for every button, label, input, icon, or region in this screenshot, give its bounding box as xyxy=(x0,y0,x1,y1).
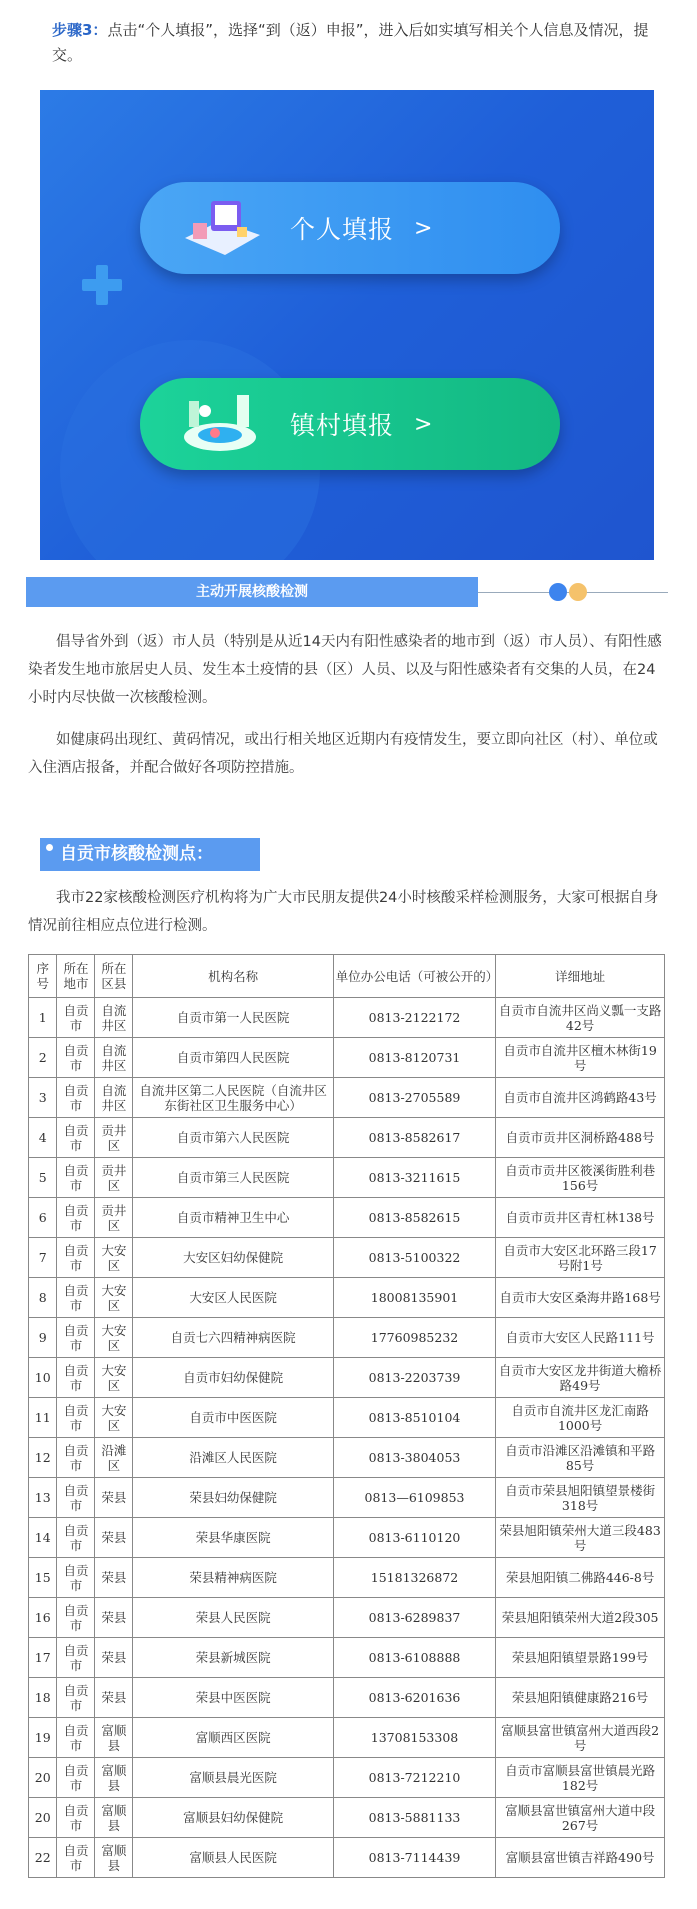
cell-address: 荣县旭阳镇望景路199号 xyxy=(496,1638,665,1678)
cell-index: 17 xyxy=(29,1638,57,1678)
personal-report-button[interactable] xyxy=(140,182,560,274)
cell-district: 荣县 xyxy=(95,1598,133,1638)
village-report-button[interactable] xyxy=(140,378,560,470)
cell-institution: 荣县人民医院 xyxy=(133,1598,333,1638)
cell-address: 富顺县富世镇富州大道西段2号 xyxy=(496,1718,665,1758)
cell-address: 自贡市贡井区青杠林138号 xyxy=(496,1198,665,1238)
cell-district: 贡井区 xyxy=(95,1198,133,1238)
cell-phone: 0813-8510104 xyxy=(333,1398,495,1438)
cell-address: 自贡市贡井区洞桥路488号 xyxy=(496,1118,665,1158)
section-heading-testing: 主动开展核酸检测 xyxy=(26,577,478,607)
cell-institution: 大安区妇幼保健院 xyxy=(133,1238,333,1278)
cell-address: 自贡市自流井区龙汇南路1000号 xyxy=(496,1398,665,1438)
app-banner-image xyxy=(40,90,654,560)
cell-city: 自贡市 xyxy=(57,1838,95,1878)
cell-district: 大安区 xyxy=(95,1398,133,1438)
cell-phone: 0813-8582615 xyxy=(333,1198,495,1238)
decor-dot-yellow xyxy=(569,583,587,601)
town-icon xyxy=(175,389,265,459)
cell-institution: 自贡市第四人民医院 xyxy=(133,1038,333,1078)
cell-city: 自贡市 xyxy=(57,1798,95,1838)
cell-city: 自贡市 xyxy=(57,1638,95,1678)
table-row xyxy=(29,1438,665,1478)
cell-index: 6 xyxy=(29,1198,57,1238)
cell-address: 自贡市沿滩区沿滩镇和平路85号 xyxy=(496,1438,665,1478)
cell-institution: 自贡市第三人民医院 xyxy=(133,1158,333,1198)
cell-district: 大安区 xyxy=(95,1278,133,1318)
cell-index: 11 xyxy=(29,1398,57,1438)
header-phone: 单位办公电话（可被公开的） xyxy=(333,955,495,998)
cell-phone: 0813-6201636 xyxy=(333,1678,495,1718)
cell-index: 22 xyxy=(29,1838,57,1878)
table-row xyxy=(29,1278,665,1318)
cell-index: 4 xyxy=(29,1118,57,1158)
cell-institution: 自贡七六四精神病医院 xyxy=(133,1318,333,1358)
cell-phone: 0813-6289837 xyxy=(333,1598,495,1638)
table-row xyxy=(29,1678,665,1718)
table-row xyxy=(29,1798,665,1838)
cell-city: 自贡市 xyxy=(57,1038,95,1078)
step-text: 点击“个人填报”，选择“到（返）申报”，进入后如实填写相关个人信息及情况，提交。 xyxy=(52,21,649,64)
cell-institution: 荣县中医医院 xyxy=(133,1678,333,1718)
cell-district: 大安区 xyxy=(95,1358,133,1398)
cell-phone: 0813-3804053 xyxy=(333,1438,495,1478)
cell-phone: 15181326872 xyxy=(333,1558,495,1598)
cell-city: 自贡市 xyxy=(57,1718,95,1758)
cell-district: 富顺县 xyxy=(95,1838,133,1878)
cell-district: 大安区 xyxy=(95,1318,133,1358)
cell-city: 自贡市 xyxy=(57,1198,95,1238)
table-row xyxy=(29,1758,665,1798)
cell-district: 富顺县 xyxy=(95,1718,133,1758)
cell-institution: 荣县妇幼保健院 xyxy=(133,1478,333,1518)
cell-institution: 荣县新城医院 xyxy=(133,1638,333,1678)
cell-district: 荣县 xyxy=(95,1478,133,1518)
cell-address: 荣县旭阳镇健康路216号 xyxy=(496,1678,665,1718)
cell-district: 荣县 xyxy=(95,1638,133,1678)
cell-phone: 18008135901 xyxy=(333,1278,495,1318)
cell-index: 7 xyxy=(29,1238,57,1278)
cell-institution: 富顺县晨光医院 xyxy=(133,1758,333,1798)
cell-address: 荣县旭阳镇二佛路446-8号 xyxy=(496,1558,665,1598)
cell-district: 荣县 xyxy=(95,1518,133,1558)
cell-district: 贡井区 xyxy=(95,1118,133,1158)
cell-district: 荣县 xyxy=(95,1558,133,1598)
cell-district: 富顺县 xyxy=(95,1798,133,1838)
cell-city: 自贡市 xyxy=(57,1158,95,1198)
table-row xyxy=(29,1518,665,1558)
cell-index: 20 xyxy=(29,1758,57,1798)
header-index: 序号 xyxy=(29,955,57,998)
cell-institution: 自贡市中医医院 xyxy=(133,1398,333,1438)
cell-index: 19 xyxy=(29,1718,57,1758)
cell-city: 自贡市 xyxy=(57,1238,95,1278)
cell-institution: 自流井区第二人民医院（自流井区东街社区卫生服务中心） xyxy=(133,1078,333,1118)
cell-institution: 自贡市妇幼保健院 xyxy=(133,1358,333,1398)
cell-address: 荣县旭阳镇荣州大道三段483号 xyxy=(496,1518,665,1558)
cell-city: 自贡市 xyxy=(57,1678,95,1718)
cell-phone: 13708153308 xyxy=(333,1718,495,1758)
decor-dot-blue xyxy=(549,583,567,601)
document-icon xyxy=(175,193,265,263)
cell-district: 贡井区 xyxy=(95,1158,133,1198)
cell-address: 富顺县富世镇吉祥路490号 xyxy=(496,1838,665,1878)
cell-address: 自贡市大安区龙井街道大檐桥路49号 xyxy=(496,1358,665,1398)
cell-city: 自贡市 xyxy=(57,1518,95,1558)
table-row xyxy=(29,1718,665,1758)
table-row xyxy=(29,1838,665,1878)
table-row xyxy=(29,1358,665,1398)
cell-district: 荣县 xyxy=(95,1678,133,1718)
cell-address: 富顺县富世镇富州大道中段267号 xyxy=(496,1798,665,1838)
cell-city: 自贡市 xyxy=(57,1478,95,1518)
table-row xyxy=(29,1038,665,1078)
cell-index: 13 xyxy=(29,1478,57,1518)
cell-city: 自贡市 xyxy=(57,1278,95,1318)
header-institution: 机构名称 xyxy=(133,955,333,998)
cell-index: 12 xyxy=(29,1438,57,1478)
cell-city: 自贡市 xyxy=(57,1558,95,1598)
header-district: 所在区县 xyxy=(95,955,133,998)
cell-index: 18 xyxy=(29,1678,57,1718)
cell-phone: 0813-5100322 xyxy=(333,1238,495,1278)
cell-phone: 0813-2122172 xyxy=(333,998,495,1038)
cell-district: 沿滩区 xyxy=(95,1438,133,1478)
paragraph-advice: 倡导省外到（返）市人员（特别是从近14天内有阳性感染者的地市到（返）市人员）、有阳性感染者发生地市旅居史人员、发生本土疫情的县（区）人员、以及与阳性感染者有交集的人员，在24小时内尽快做一次核酸检测。 xyxy=(28,634,662,706)
cell-city: 自贡市 xyxy=(57,1318,95,1358)
cell-institution: 自贡市第一人民医院 xyxy=(133,998,333,1038)
cell-institution: 自贡市第六人民医院 xyxy=(133,1118,333,1158)
cell-phone: 17760985232 xyxy=(333,1318,495,1358)
cell-address: 自贡市自流井区檀木林街19号 xyxy=(496,1038,665,1078)
table-row xyxy=(29,1318,665,1358)
cell-city: 自贡市 xyxy=(57,1078,95,1118)
cell-phone: 0813-8582617 xyxy=(333,1118,495,1158)
table-header-row xyxy=(29,955,665,998)
step-prefix: 步骤3： xyxy=(52,21,108,39)
cell-institution: 荣县华康医院 xyxy=(133,1518,333,1558)
personal-report-label: 个人填报 xyxy=(290,215,395,244)
table-row xyxy=(29,1558,665,1598)
paragraph-report: 如健康码出现红、黄码情况，或出行相关地区近期内有疫情发生，要立即向社区（村）、单位或入住酒店报备，并配合做好各项防控措施。 xyxy=(28,732,658,776)
cell-phone: 0813-2203739 xyxy=(333,1358,495,1398)
cell-address: 自贡市大安区人民路111号 xyxy=(496,1318,665,1358)
cell-district: 自流井区 xyxy=(95,1038,133,1078)
cell-district: 大安区 xyxy=(95,1238,133,1278)
cell-phone: 0813-6110120 xyxy=(333,1518,495,1558)
chevron-right-icon: > xyxy=(414,215,433,241)
cell-index: 1 xyxy=(29,998,57,1038)
table-row xyxy=(29,1598,665,1638)
cell-district: 自流井区 xyxy=(95,1078,133,1118)
cell-institution: 荣县精神病医院 xyxy=(133,1558,333,1598)
bullet-dot xyxy=(46,844,53,851)
cell-city: 自贡市 xyxy=(57,1398,95,1438)
cell-phone: 0813-8120731 xyxy=(333,1038,495,1078)
cell-index: 3 xyxy=(29,1078,57,1118)
section-heading-sites xyxy=(40,838,260,871)
cell-index: 10 xyxy=(29,1358,57,1398)
cell-city: 自贡市 xyxy=(57,1438,95,1478)
cell-phone: 0813-5881133 xyxy=(333,1798,495,1838)
cell-address: 自贡市自流井区尚义瓢一支路42号 xyxy=(496,998,665,1038)
table-row xyxy=(29,1478,665,1518)
cell-address: 自贡市大安区北环路三段17号附1号 xyxy=(496,1238,665,1278)
cell-index: 14 xyxy=(29,1518,57,1558)
paragraph-sites-intro: 我市22家核酸检测医疗机构将为广大市民朋友提供24小时核酸采样检测服务，大家可根据自身情况前往相应点位进行检测。 xyxy=(28,890,659,934)
step-instruction xyxy=(52,18,667,68)
table-row xyxy=(29,1238,665,1278)
cell-institution: 富顺县人民医院 xyxy=(133,1838,333,1878)
cell-index: 15 xyxy=(29,1558,57,1598)
cell-institution: 富顺县妇幼保健院 xyxy=(133,1798,333,1838)
cell-address: 自贡市富顺县富世镇晨光路182号 xyxy=(496,1758,665,1798)
table-row xyxy=(29,1398,665,1438)
section-heading-sites-text: 自贡市核酸检测点： xyxy=(60,844,213,864)
cell-phone: 0813-2705589 xyxy=(333,1078,495,1118)
cell-institution: 富顺西区医院 xyxy=(133,1718,333,1758)
cell-index: 8 xyxy=(29,1278,57,1318)
cell-district: 自流井区 xyxy=(95,998,133,1038)
header-address: 详细地址 xyxy=(496,955,665,998)
cell-index: 20 xyxy=(29,1798,57,1838)
cell-district: 富顺县 xyxy=(95,1758,133,1798)
cell-city: 自贡市 xyxy=(57,1758,95,1798)
plus-icon xyxy=(82,265,122,305)
header-city: 所在地市 xyxy=(57,955,95,998)
cell-address: 自贡市自流井区鸿鹤路43号 xyxy=(496,1078,665,1118)
cell-phone: 0813-7114439 xyxy=(333,1838,495,1878)
table-row xyxy=(29,1638,665,1678)
cell-phone: 0813-7212210 xyxy=(333,1758,495,1798)
table-row xyxy=(29,1198,665,1238)
cell-index: 9 xyxy=(29,1318,57,1358)
testing-sites-table xyxy=(28,954,665,1878)
table-row xyxy=(29,1078,665,1118)
cell-index: 5 xyxy=(29,1158,57,1198)
cell-phone: 0813-3211615 xyxy=(333,1158,495,1198)
chevron-right-icon: > xyxy=(414,411,433,437)
cell-institution: 自贡市精神卫生中心 xyxy=(133,1198,333,1238)
cell-city: 自贡市 xyxy=(57,1598,95,1638)
cell-institution: 大安区人民医院 xyxy=(133,1278,333,1318)
village-report-label: 镇村填报 xyxy=(290,411,395,440)
cell-address: 自贡市贡井区筱溪街胜利巷156号 xyxy=(496,1158,665,1198)
table-row xyxy=(29,1118,665,1158)
cell-institution: 沿滩区人民医院 xyxy=(133,1438,333,1478)
cell-index: 2 xyxy=(29,1038,57,1078)
cell-city: 自贡市 xyxy=(57,1358,95,1398)
table-row xyxy=(29,998,665,1038)
table-row xyxy=(29,1158,665,1198)
cell-index: 16 xyxy=(29,1598,57,1638)
cell-phone: 0813-6108888 xyxy=(333,1638,495,1678)
cell-phone: 0813—6109853 xyxy=(333,1478,495,1518)
cell-city: 自贡市 xyxy=(57,1118,95,1158)
cell-address: 荣县旭阳镇荣州大道2段305 xyxy=(496,1598,665,1638)
cell-address: 自贡市荣县旭阳镇望景楼街318号 xyxy=(496,1478,665,1518)
cell-city: 自贡市 xyxy=(57,998,95,1038)
cell-address: 自贡市大安区桑海井路168号 xyxy=(496,1278,665,1318)
